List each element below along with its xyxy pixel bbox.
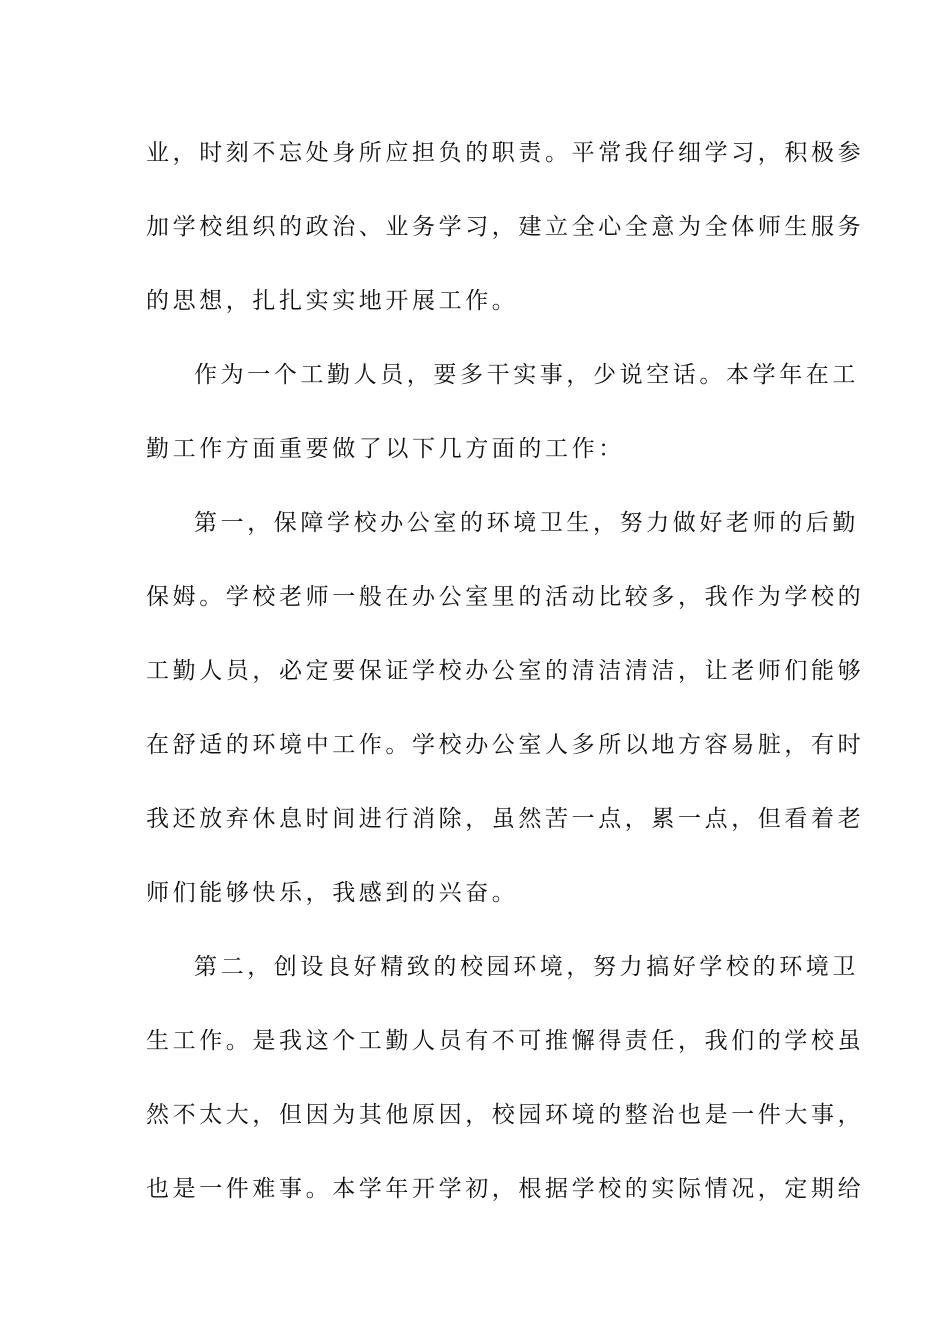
text-line: 也是一件难事。本学年开学初，根据学校的实际情况，定期给	[146, 1176, 865, 1202]
text-line: 工勤人员，必定要保证学校办公室的清洁清洁，让老师们能够	[146, 658, 865, 684]
text-line: 的思想，扎扎实实地开展工作。	[146, 288, 519, 314]
text-line: 在舒适的环境中工作。学校办公室人多所以地方容易脏，有时	[146, 732, 865, 758]
paragraph-start-line: 第一，保障学校办公室的环境卫生，努力做好老师的后勤	[194, 510, 859, 536]
text-line: 然不太大，但因为其他原因，校园环境的整治也是一件大事，	[146, 1102, 865, 1128]
text-line: 勤工作方面重要做了以下几方面的工作：	[146, 436, 625, 462]
text-line: 我还放弃休息时间进行消除，虽然苦一点，累一点，但看着老	[146, 806, 865, 832]
paragraph-start-line: 作为一个工勤人员，要多干实事，少说空话。本学年在工	[194, 362, 859, 388]
text-line: 保姆。学校老师一般在办公室里的活动比较多，我作为学校的	[146, 584, 865, 610]
document-body	[146, 131, 865, 1241]
text-line: 加学校组织的政治、业务学习，建立全心全意为全体师生服务	[146, 214, 865, 240]
paragraph-start-line: 第二，创设良好精致的校园环境，努力搞好学校的环境卫	[194, 954, 859, 980]
text-line: 师们能够快乐，我感到的兴奋。	[146, 880, 519, 906]
text-line: 业，时刻不忘处身所应担负的职责。平常我仔细学习，积极参	[146, 140, 865, 166]
text-line: 生工作。是我这个工勤人员有不可推懈得责任，我们的学校虽	[146, 1028, 865, 1054]
